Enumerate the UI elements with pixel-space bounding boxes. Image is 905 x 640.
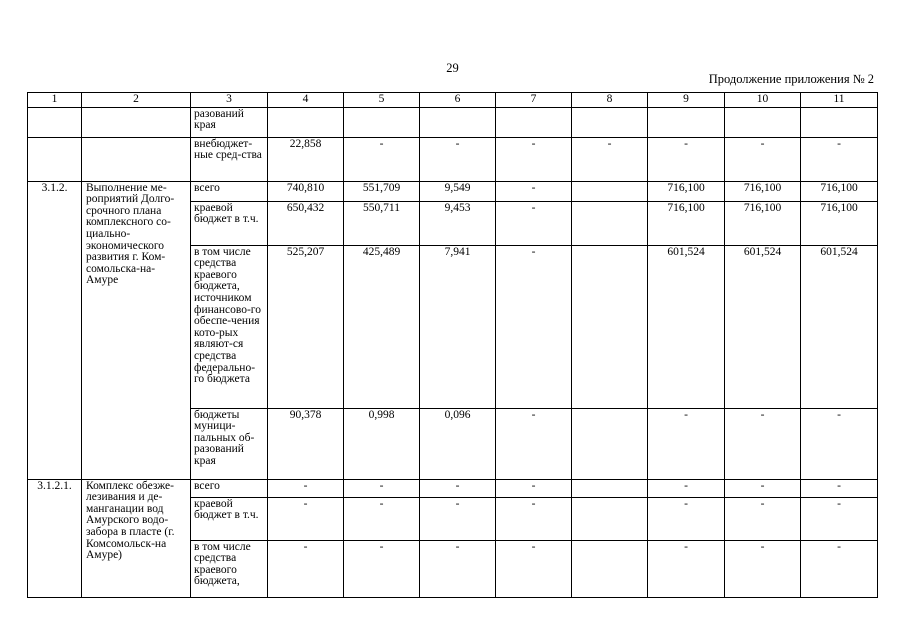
value-cell: 601,524: [801, 245, 878, 408]
value-cell: -: [648, 497, 725, 540]
value-cell: 650,432: [268, 201, 344, 245]
value-cell: 22,858: [268, 137, 344, 181]
funding-source-cell: краевой бюджет в т.ч.: [191, 497, 268, 540]
value-cell: [572, 497, 648, 540]
value-cell: -: [496, 408, 572, 479]
value-cell: -: [420, 497, 496, 540]
value-cell: -: [648, 137, 725, 181]
value-cell: [572, 201, 648, 245]
col-header: 8: [572, 93, 648, 108]
value-cell: -: [268, 497, 344, 540]
col-header: 5: [344, 93, 420, 108]
value-cell: 0,096: [420, 408, 496, 479]
item-number-cell: [28, 107, 82, 137]
value-cell: [420, 107, 496, 137]
value-cell: -: [725, 497, 801, 540]
value-cell: -: [496, 497, 572, 540]
value-cell: 0,998: [344, 408, 420, 479]
funding-source-cell: в том числе средства краевого бюджета,: [191, 540, 268, 597]
value-cell: 716,100: [801, 201, 878, 245]
value-cell: 716,100: [725, 181, 801, 201]
table-row: [28, 137, 878, 181]
value-cell: 716,100: [648, 201, 725, 245]
value-cell: -: [725, 479, 801, 497]
value-cell: 716,100: [648, 181, 725, 201]
value-cell: -: [496, 181, 572, 201]
value-cell: -: [801, 540, 878, 597]
col-header: 9: [648, 93, 725, 108]
value-cell: -: [420, 540, 496, 597]
value-cell: -: [496, 479, 572, 497]
col-header: 6: [420, 93, 496, 108]
funding-source-cell: бюджеты муници-пальных об-разований края: [191, 408, 268, 479]
budget-table: [27, 92, 878, 598]
value-cell: [572, 181, 648, 201]
funding-source-cell: в том числе средства краевого бюджета, источником финансово-го обеспе-чения кото-рых являют-ся средства федерально-го бюджета: [191, 245, 268, 408]
funding-source-cell: краевой бюджет в т.ч.: [191, 201, 268, 245]
value-cell: -: [344, 479, 420, 497]
value-cell: -: [496, 137, 572, 181]
value-cell: -: [725, 408, 801, 479]
value-cell: -: [801, 408, 878, 479]
value-cell: -: [572, 137, 648, 181]
value-cell: 550,711: [344, 201, 420, 245]
value-cell: -: [496, 201, 572, 245]
value-cell: -: [344, 497, 420, 540]
value-cell: -: [344, 137, 420, 181]
value-cell: 551,709: [344, 181, 420, 201]
table-row: [28, 107, 878, 137]
value-cell: -: [496, 540, 572, 597]
value-cell: -: [801, 479, 878, 497]
col-header: 11: [801, 93, 878, 108]
item-name-cell: [82, 137, 191, 181]
value-cell: [572, 408, 648, 479]
col-header: 10: [725, 93, 801, 108]
page-number: 29: [446, 61, 459, 75]
item-name-cell: Комплекс обезже-лезивания и де-манганации вод Амурского водо-забора в пласте (г. Комсомольск-на Амуре): [82, 479, 191, 597]
value-cell: [572, 479, 648, 497]
item-number-cell: 3.1.2.: [28, 181, 82, 479]
value-cell: [344, 107, 420, 137]
value-cell: -: [801, 137, 878, 181]
value-cell: -: [420, 137, 496, 181]
value-cell: [572, 245, 648, 408]
value-cell: 9,453: [420, 201, 496, 245]
value-cell: -: [725, 137, 801, 181]
value-cell: -: [648, 540, 725, 597]
value-cell: -: [801, 497, 878, 540]
item-number-cell: [28, 137, 82, 181]
funding-source-cell: внебюджет-ные сред-ства: [191, 137, 268, 181]
value-cell: -: [648, 479, 725, 497]
col-header: 2: [82, 93, 191, 108]
value-cell: 425,489: [344, 245, 420, 408]
value-cell: 740,810: [268, 181, 344, 201]
value-cell: [725, 107, 801, 137]
table-row: [28, 479, 878, 497]
funding-source-cell: всего: [191, 479, 268, 497]
value-cell: -: [268, 479, 344, 497]
value-cell: [801, 107, 878, 137]
item-name-cell: [82, 107, 191, 137]
value-cell: [496, 107, 572, 137]
column-numbers-row: [28, 93, 878, 108]
col-header: 4: [268, 93, 344, 108]
item-number-cell: 3.1.2.1.: [28, 479, 82, 597]
value-cell: 9,549: [420, 181, 496, 201]
item-name-cell: Выполнение ме-роприятий Долго-срочного плана комплексного со-циально-экономического развития г. Ком-сомольска-на-Амуре: [82, 181, 191, 479]
value-cell: 716,100: [725, 201, 801, 245]
col-header: 7: [496, 93, 572, 108]
value-cell: 601,524: [648, 245, 725, 408]
value-cell: [268, 107, 344, 137]
value-cell: 90,378: [268, 408, 344, 479]
value-cell: 525,207: [268, 245, 344, 408]
funding-source-cell: разований края: [191, 107, 268, 137]
value-cell: -: [268, 540, 344, 597]
value-cell: [648, 107, 725, 137]
funding-source-cell: всего: [191, 181, 268, 201]
col-header: 1: [28, 93, 82, 108]
value-cell: -: [725, 540, 801, 597]
value-cell: [572, 107, 648, 137]
value-cell: 601,524: [725, 245, 801, 408]
value-cell: -: [496, 245, 572, 408]
appendix-continuation-label: Продолжение приложения № 2: [708, 72, 874, 86]
value-cell: -: [420, 479, 496, 497]
value-cell: -: [648, 408, 725, 479]
col-header: 3: [191, 93, 268, 108]
table-row: [28, 181, 878, 201]
value-cell: 716,100: [801, 181, 878, 201]
value-cell: -: [344, 540, 420, 597]
value-cell: 7,941: [420, 245, 496, 408]
value-cell: [572, 540, 648, 597]
